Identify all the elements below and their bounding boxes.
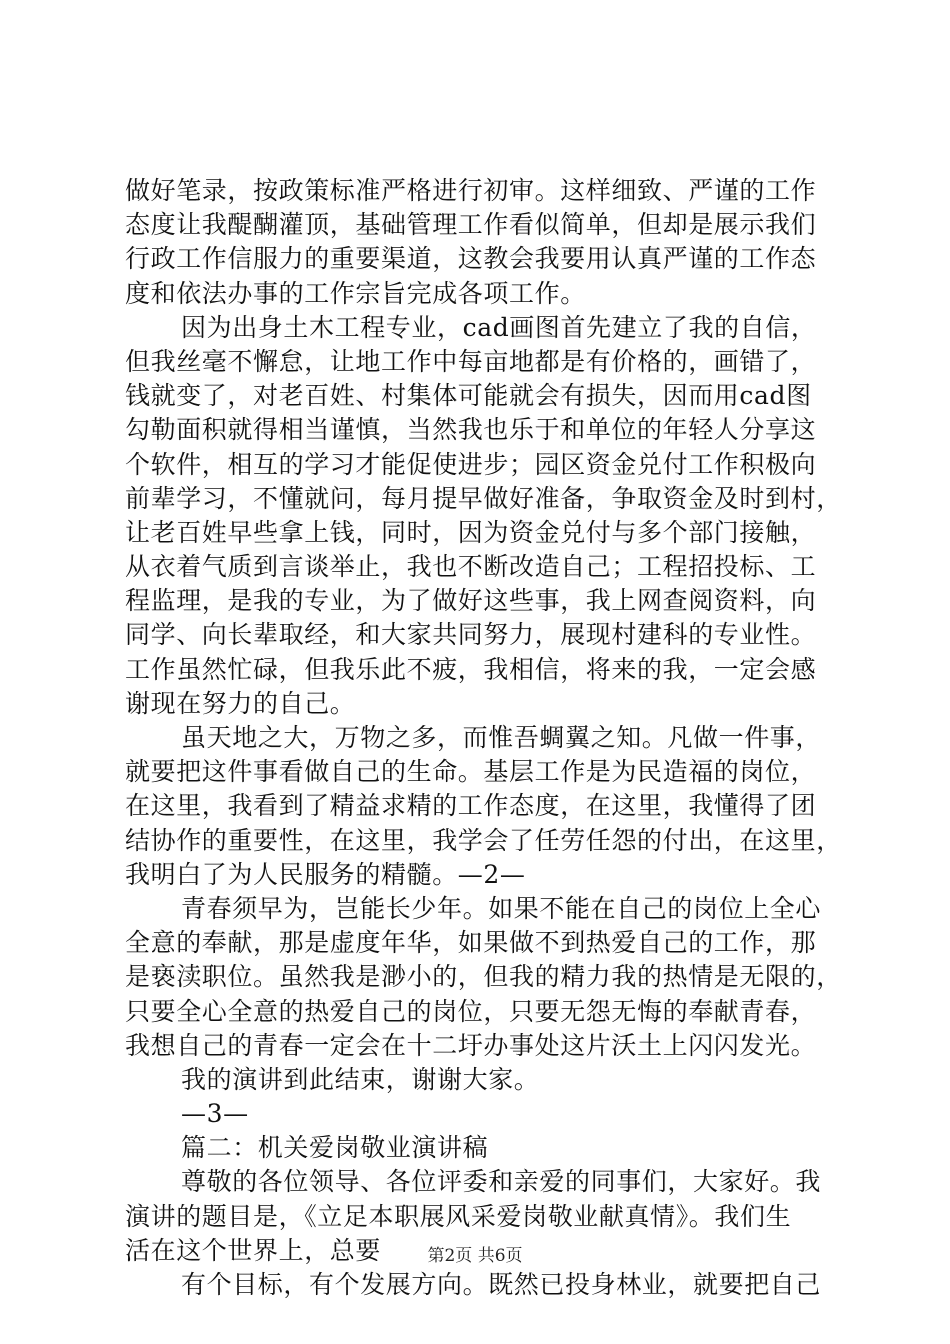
text-line: 做好笔录，按政策标准严格进行初审。这样细致、严谨的工作	[125, 176, 817, 205]
text-line: 青春须早为，岂能长少年。如果不能在自己的岗位上全心	[181, 893, 822, 923]
text-line: 我的演讲到此结束，谢谢大家。	[181, 1064, 540, 1094]
text-line: 前辈学习，不懂就问，每月提早做好准备，争取资金及时到村，	[125, 483, 842, 513]
text-line: 全意的奉献，那是虚度年华，如果做不到热爱自己的工作，那	[125, 928, 817, 958]
text-line: 在这里，我看到了精益求精的工作态度，在这里，我懂得了团	[125, 791, 817, 821]
document-body	[125, 174, 845, 1302]
page-footer: 第2页 共6页	[427, 1246, 523, 1266]
text-line: 个软件，相互的学习才能促使进步；园区资金兑付工作积极向	[125, 449, 817, 479]
text-line: 虽天地之大，万物之多，而惟吾蜩翼之知。凡做一件事，	[181, 723, 822, 752]
text-line: 我想自己的青春一定会在十二圩办事处这片沃土上闪闪发光。	[125, 1030, 817, 1060]
text-line: 度和依法办事的工作宗旨完成各项工作。	[125, 278, 586, 308]
text-line: 活在这个世界上，总要	[125, 1235, 382, 1265]
text-line: 同学、向长辈取经，和大家共同努力，展现村建科的专业性。	[125, 620, 817, 650]
text-line: —3—	[181, 1099, 249, 1129]
text-line: 因为出身土木工程专业，cad画图首先建立了我的自信，	[181, 312, 817, 342]
text-line: 从衣着气质到言谈举止，我也不断改造自己；工程招投标、工	[125, 552, 817, 582]
text-line: 态度让我醍醐灌顶，基础管理工作看似简单，但却是展示我们	[125, 210, 817, 240]
text-line: 篇二：机关爱岗敬业演讲稿	[181, 1133, 489, 1163]
text-line: 钱就变了，对老百姓、村集体可能就会有损失，因而用cad图	[125, 381, 812, 411]
text-line: 演讲的题目是，《立足本职展风采爱岗敬业献真情》。我们生	[125, 1201, 792, 1231]
text-line: 行政工作信服力的重要渠道，这教会我要用认真严谨的工作态	[125, 244, 817, 274]
text-line: 我明白了为人民服务的精髓。—2—	[125, 859, 526, 889]
text-line: 结协作的重要性，在这里，我学会了任劳任怨的付出，在这里，	[125, 825, 842, 855]
text-line: 勾勒面积就得相当谨慎，当然我也乐于和单位的年轻人分享这	[125, 415, 817, 445]
text-line: 谢现在努力的自己。	[125, 688, 356, 718]
text-line: 工作虽然忙碌，但我乐此不疲，我相信，将来的我，一定会感	[125, 654, 817, 684]
text-line: 尊敬的各位领导、各位评委和亲爱的同事们，大家好。我	[181, 1167, 822, 1197]
text-line: 但我丝毫不懈怠，让地工作中每亩地都是有价格的，画错了，	[125, 346, 817, 376]
text-line: 就要把这件事看做自己的生命。基层工作是为民造福的岗位，	[125, 757, 817, 787]
text-line: 只要全心全意的热爱自己的岗位，只要无怨无悔的奉献青春，	[125, 996, 817, 1026]
text-line: 有个目标，有个发展方向。既然已投身林业，就要把自己	[181, 1270, 822, 1299]
text-line: 程监理，是我的专业，为了做好这些事，我上网查阅资料，向	[125, 586, 817, 616]
text-line: 是亵渎职位。虽然我是渺小的，但我的精力我的热情是无限的，	[125, 962, 842, 992]
text-line: 让老百姓早些拿上钱，同时，因为资金兑付与多个部门接触，	[125, 517, 817, 547]
